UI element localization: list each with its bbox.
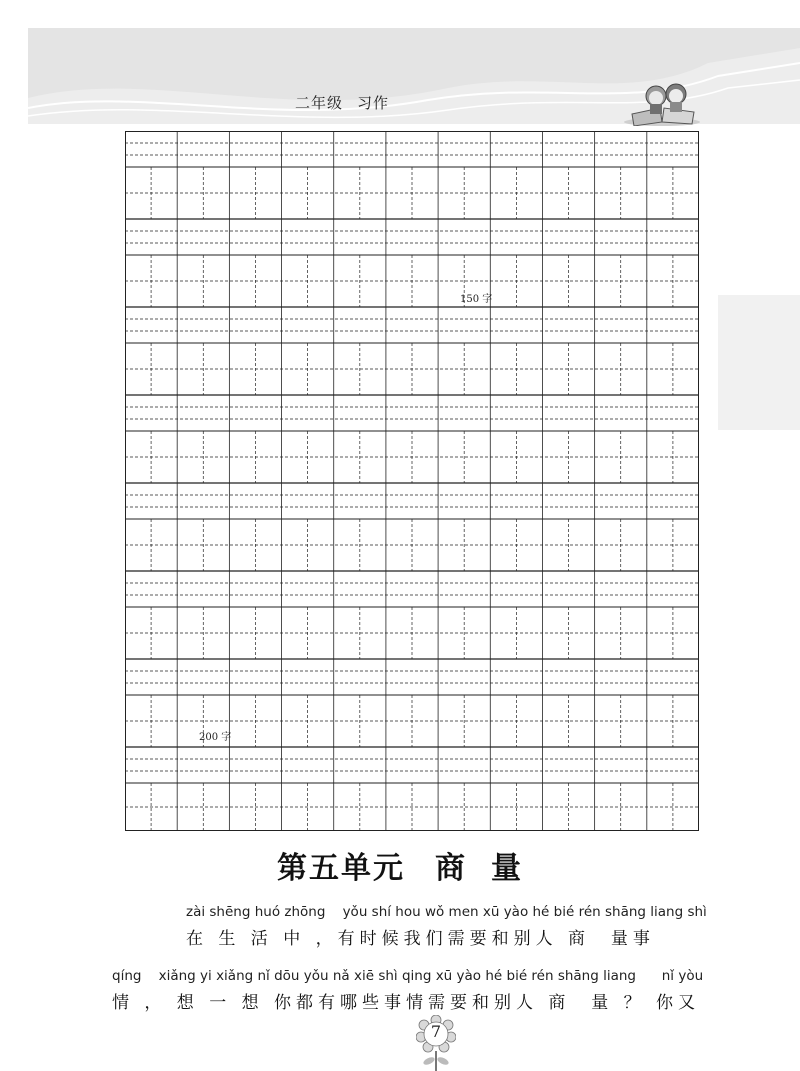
page-number-badge	[416, 1015, 456, 1071]
word-count-label-200: 200 字	[199, 732, 232, 743]
pinyin-line-2: qíng xiǎng yi xiǎng nǐ dōu yǒu nǎ xiē shì qing xū yào hé bié rén shāng liang nǐ yòu	[112, 968, 704, 984]
kids-reading-illustration	[622, 82, 702, 126]
unit-title-number: 第五单元	[277, 851, 405, 886]
page-number: 7	[430, 1022, 442, 1041]
unit-title-word-2: 量	[491, 851, 523, 886]
unit-title-word-1: 商	[435, 851, 467, 886]
header-grade: 二年级	[295, 94, 344, 112]
text-line-1: 在 生 活 中 ，有时候我们需要和别人 商 量事	[186, 929, 655, 949]
writing-grid	[125, 131, 699, 831]
text-line-2: 情 ， 想 一 想 你都有哪些事情需要和别人 商 量 ？ 你又	[112, 993, 701, 1013]
header-title	[295, 92, 389, 113]
side-tab	[718, 295, 800, 430]
pinyin-line-1: zài shēng huó zhōng yǒu shí hou wǒ men xū yào hé bié rén shāng liang shì	[186, 904, 707, 920]
header-subject: 习作	[357, 94, 390, 112]
word-count-label-150: 150 字	[460, 294, 493, 305]
unit-title	[0, 843, 800, 887]
